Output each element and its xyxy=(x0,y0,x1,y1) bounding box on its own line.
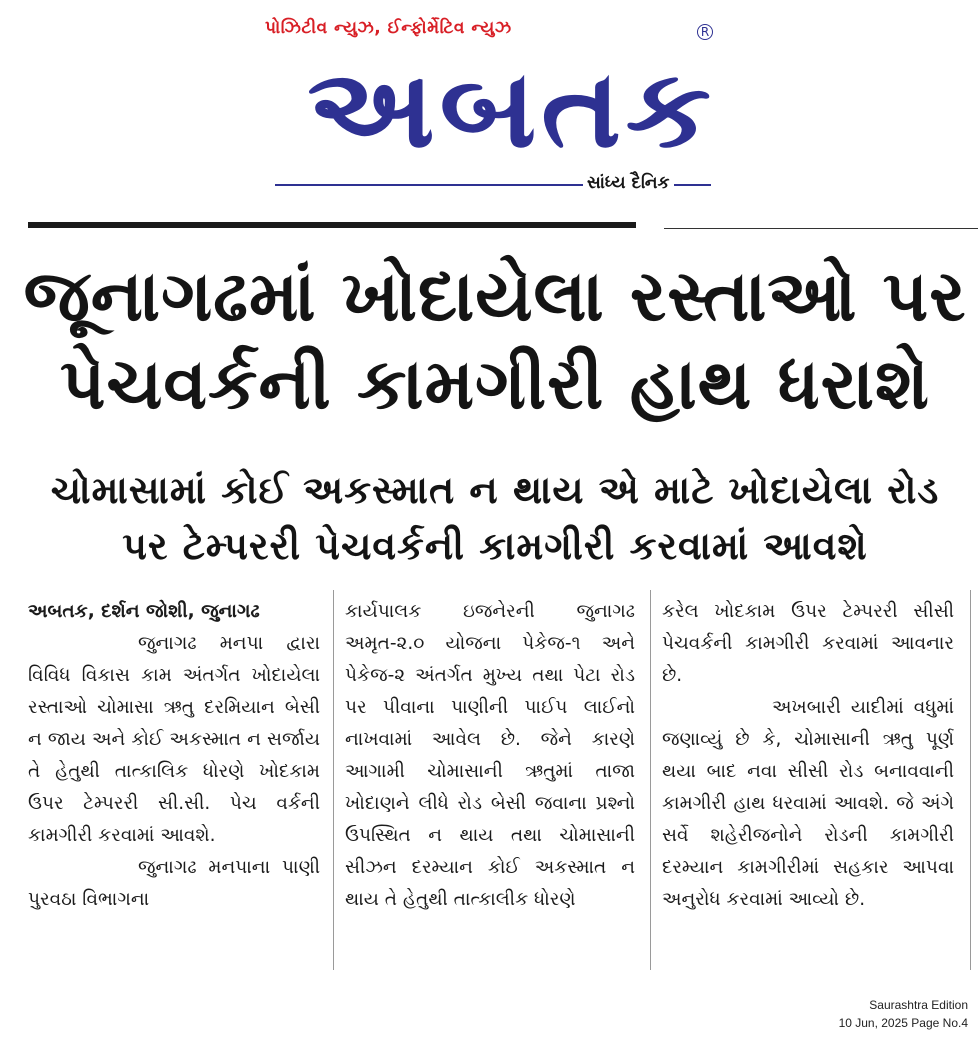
header-divider-thick xyxy=(28,222,636,228)
article-paragraph: જુનાગઢ મનપા દ્વારા વિવિધ વિકાસ કામ અંતર્ગત ખોદાયેલા રસ્તાઓ ચોમાસા ઋતુ દરમિયાન બેસી ન જાય અને કોઈ અકસ્માત ન સર્જાય તે હેતુથી તાત્કાલિક ધોરણે ખોદકામ ઉપર ટેમ્પરરી સી.સી. પેચ વર્કની કામગીરી કરવામાં આવશે. xyxy=(28,633,320,846)
article-paragraph: અખબારી યાદીમાં વધુમાં જણાવ્યું છે કે, ચોમાસાની ઋતુ પૂર્ણ થયા બાદ નવા સીસી રોડ બનાવવાની કામગીરી હાથ ધરવામાં આવશે. જે અંગે સર્વે શહેરીજનોને રોડની કામગીરી દરમ્યાન કામગીરીમાં સહકાર આપવા અનુરોધ કરવામાં આવ્યો છે. xyxy=(662,697,954,910)
edition-type-label: સાંધ્ય દૈનિક xyxy=(583,173,674,193)
article-paragraph: જુનાગઢ મનપાના પાણી પુરવઠા વિભાગના xyxy=(28,857,320,910)
article-paragraph: કાર્યપાલક ઇજનેરની જુનાગઢ અમૃત-૨.૦ યોજના પેકેજ-૧ અને પેકેજ-૨ અંતર્ગત મુખ્ય તથા પેટા રોડ પર પીવાના પાણીની પાઈપ લાઈનો નાખવામાં આવેલ છે. જેને કારણે આગામી ચોમાસાની ઋતુમાં તાજા ખોદાણને લીધે રોડ બેસી જવાના પ્રશ્નો ઉપસ્થિત ન થાય તથા ચોમાસાની સીઝન દરમ્યાન કોઈ અકસ્માત ન થાય તે હેતુથી તાત્કાલીક ધોરણે xyxy=(345,601,635,910)
article-column-2 xyxy=(345,596,635,916)
edition-name: Saurashtra Edition xyxy=(869,998,968,1012)
masthead xyxy=(265,18,715,208)
article-headline: જૂનાગઢમાં ખોદાયેલા રસ્તાઓ પર પેચવર્કની કામગીરી હાથ ધરાશે xyxy=(23,255,967,425)
article-column-1 xyxy=(28,596,320,916)
newspaper-logo: અબતક xyxy=(307,47,716,172)
article-paragraph: કરેલ ખોદકામ ઉપર ટેમ્પરરી સીસી પેચવર્કની કામગીરી કરવામાં આવનાર છે. xyxy=(662,601,954,686)
column-divider xyxy=(333,590,334,970)
header-divider-thin xyxy=(664,228,978,229)
date-page-number: 10 Jun, 2025 Page No.4 xyxy=(838,1016,968,1030)
article-subheadline: ચોમાસામાં કોઈ અકસ્માત ન થાય એ માટે ખોદાયેલા રોડ પર ટેમ્પરરી પેચવર્કની કામગીરી કરવામાં આવશે xyxy=(50,468,940,568)
column-divider xyxy=(650,590,651,970)
page-right-border xyxy=(970,590,971,970)
article-byline: અબતક, દર્શન જોશી, જુનાગઢ xyxy=(28,601,260,622)
page-footer xyxy=(839,996,968,1032)
masthead-tagline: પોઝિટીવ ન્યુઝ, ઈન્ફોર્મેટિવ ન્યુઝ xyxy=(265,18,512,38)
article-column-3 xyxy=(662,596,954,916)
registered-mark-icon: R xyxy=(697,24,713,40)
